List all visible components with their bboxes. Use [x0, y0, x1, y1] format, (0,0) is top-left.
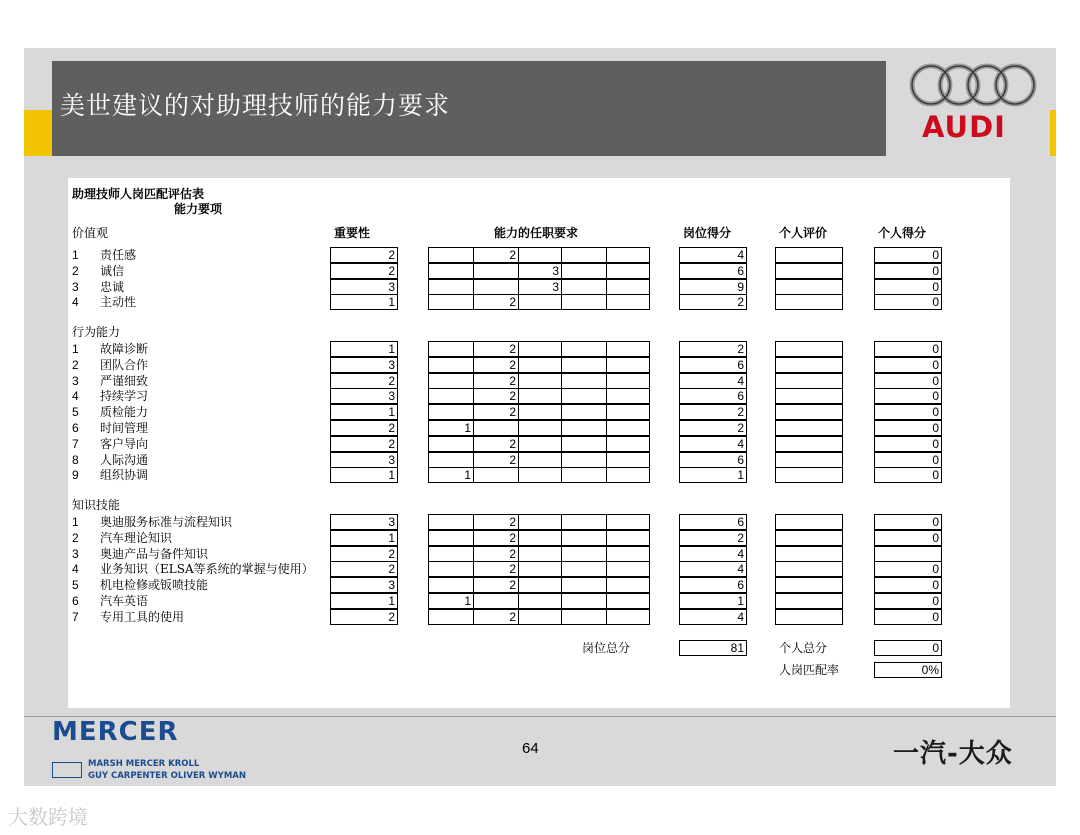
self-eval-cell[interactable]: [775, 247, 843, 263]
post-score-cell: 6: [679, 263, 747, 279]
accent-bar-left: [24, 110, 52, 156]
self-eval-cell[interactable]: [775, 279, 843, 295]
post-score-cell: 9: [679, 279, 747, 295]
row-number: 4: [72, 562, 79, 576]
match-rate-label: 人岗匹配率: [779, 663, 840, 677]
requirement-level-cell: [606, 388, 650, 404]
row-number: 9: [72, 468, 79, 482]
requirement-level-cell: 3: [518, 263, 562, 279]
competency-label: 诚信: [100, 264, 125, 278]
competency-label: 奥迪产品与备件知识: [100, 547, 209, 561]
requirement-level-cell: 2: [473, 373, 519, 389]
requirement-level-cell: 1: [428, 420, 474, 436]
importance-cell: 1: [330, 530, 398, 546]
importance-cell: 1: [330, 294, 398, 310]
requirement-level-cell: [606, 452, 650, 468]
header-post-score: 岗位得分: [683, 226, 732, 240]
self-eval-cell[interactable]: [775, 593, 843, 609]
competency-label: 人际沟通: [100, 453, 149, 467]
self-eval-cell[interactable]: [775, 357, 843, 373]
requirement-level-cell: [428, 279, 474, 295]
row-number: 1: [72, 342, 79, 356]
self-eval-cell[interactable]: [775, 420, 843, 436]
row-number: 7: [72, 437, 79, 451]
post-score-cell: 1: [679, 593, 747, 609]
post-score-cell: 2: [679, 404, 747, 420]
requirement-level-cell: [606, 263, 650, 279]
personal-score-cell: 0: [874, 452, 942, 468]
requirement-level-cell: [518, 436, 562, 452]
row-number: 3: [72, 547, 79, 561]
requirement-level-cell: 2: [473, 388, 519, 404]
row-number: 8: [72, 453, 79, 467]
requirement-level-cell: [561, 561, 607, 577]
requirement-level-cell: [606, 561, 650, 577]
requirement-level-cell: [518, 404, 562, 420]
requirement-level-cell: [518, 530, 562, 546]
requirement-level-cell: [606, 357, 650, 373]
post-total-label: 岗位总分: [582, 641, 631, 655]
requirement-level-cell: [606, 373, 650, 389]
requirement-level-cell: 2: [473, 404, 519, 420]
requirement-level-cell: [606, 341, 650, 357]
personal-score-cell: [874, 546, 942, 562]
importance-cell: 1: [330, 404, 398, 420]
requirement-level-cell: [428, 514, 474, 530]
requirement-level-cell: [561, 609, 607, 625]
requirement-level-cell: [561, 514, 607, 530]
personal-score-cell: 0: [874, 593, 942, 609]
row-number: 4: [72, 389, 79, 403]
importance-cell: 3: [330, 514, 398, 530]
importance-cell: 1: [330, 341, 398, 357]
post-score-cell: 6: [679, 357, 747, 373]
requirement-level-cell: 2: [473, 452, 519, 468]
requirement-level-cell: [428, 357, 474, 373]
requirement-level-cell: 2: [473, 577, 519, 593]
importance-cell: 3: [330, 279, 398, 295]
post-score-cell: 4: [679, 247, 747, 263]
requirement-level-cell: [428, 404, 474, 420]
requirement-level-cell: 3: [518, 279, 562, 295]
requirement-level-cell: [561, 247, 607, 263]
post-score-cell: 4: [679, 546, 747, 562]
requirement-level-cell: [606, 467, 650, 483]
post-score-cell: 2: [679, 530, 747, 546]
header-self-eval: 个人评价: [779, 226, 828, 240]
self-eval-cell[interactable]: [775, 294, 843, 310]
self-eval-cell[interactable]: [775, 514, 843, 530]
requirement-level-cell: [473, 467, 519, 483]
requirement-level-cell: [606, 247, 650, 263]
personal-score-cell: 0: [874, 341, 942, 357]
post-score-cell: 6: [679, 577, 747, 593]
audi-rings-logo: [906, 60, 1042, 110]
requirement-level-cell: [428, 294, 474, 310]
post-score-cell: 4: [679, 373, 747, 389]
post-total-value: 81: [679, 640, 747, 656]
competency-label: 团队合作: [100, 358, 149, 372]
match-rate-value: 0%: [874, 662, 942, 678]
self-eval-cell[interactable]: [775, 436, 843, 452]
self-eval-cell[interactable]: [775, 609, 843, 625]
requirement-level-cell: [606, 404, 650, 420]
self-eval-cell[interactable]: [775, 341, 843, 357]
self-eval-cell[interactable]: [775, 404, 843, 420]
competency-label: 汽车理论知识: [100, 531, 173, 545]
competency-label: 主动性: [100, 295, 137, 309]
requirement-level-cell: 2: [473, 436, 519, 452]
requirement-level-cell: [518, 294, 562, 310]
row-number: 1: [72, 515, 79, 529]
personal-total-value[interactable]: 0: [874, 640, 942, 656]
requirement-level-cell: [561, 546, 607, 562]
competency-label: 客户导向: [100, 437, 149, 451]
personal-total-label: 个人总分: [779, 641, 828, 655]
requirement-level-cell: [606, 436, 650, 452]
competency-label: 机电检修或钣喷技能: [100, 578, 209, 592]
self-eval-cell[interactable]: [775, 561, 843, 577]
requirement-level-cell: [518, 341, 562, 357]
section-heading: 价值观: [72, 226, 109, 240]
requirement-level-cell: 1: [428, 467, 474, 483]
requirement-level-cell: [606, 546, 650, 562]
requirement-level-cell: [606, 530, 650, 546]
personal-score-cell: 0: [874, 247, 942, 263]
requirement-level-cell: [518, 546, 562, 562]
requirement-level-cell: 2: [473, 294, 519, 310]
mmc-companies-line1: MARSH MERCER KROLL: [88, 759, 200, 769]
personal-score-cell: 0: [874, 609, 942, 625]
post-score-cell: 4: [679, 436, 747, 452]
section-heading: 行为能力: [72, 325, 121, 339]
requirement-level-cell: [561, 341, 607, 357]
post-score-cell: 2: [679, 341, 747, 357]
personal-score-cell: 0: [874, 294, 942, 310]
importance-cell: 2: [330, 609, 398, 625]
requirement-level-cell: [473, 593, 519, 609]
importance-cell: 2: [330, 546, 398, 562]
page-number: 64: [522, 740, 539, 757]
requirement-level-cell: [518, 467, 562, 483]
competency-label: 组织协调: [100, 468, 149, 482]
requirement-level-cell: [428, 341, 474, 357]
row-number: 5: [72, 578, 79, 592]
importance-cell: 2: [330, 436, 398, 452]
requirement-level-cell: [428, 452, 474, 468]
personal-score-cell: 0: [874, 577, 942, 593]
row-number: 7: [72, 610, 79, 624]
requirement-level-cell: [561, 530, 607, 546]
post-score-cell: 1: [679, 467, 747, 483]
competency-label: 专用工具的使用: [100, 610, 185, 624]
competency-label: 严谨细致: [100, 374, 149, 388]
post-score-cell: 6: [679, 514, 747, 530]
requirement-level-cell: [428, 609, 474, 625]
requirement-level-cell: [518, 609, 562, 625]
requirement-level-cell: [428, 263, 474, 279]
competency-label: 质检能力: [100, 405, 149, 419]
requirement-level-cell: 2: [473, 561, 519, 577]
requirement-level-cell: [473, 279, 519, 295]
requirement-level-cell: 2: [473, 609, 519, 625]
competency-label: 汽车英语: [100, 594, 149, 608]
importance-cell: 2: [330, 247, 398, 263]
row-number: 2: [72, 264, 79, 278]
post-score-cell: 6: [679, 388, 747, 404]
importance-cell: 2: [330, 373, 398, 389]
personal-score-cell: 0: [874, 388, 942, 404]
mmc-logo-icon: [52, 762, 82, 778]
personal-score-cell: 0: [874, 373, 942, 389]
requirement-level-cell: [428, 546, 474, 562]
self-eval-cell[interactable]: [775, 388, 843, 404]
requirement-level-cell: [561, 577, 607, 593]
personal-score-cell: 0: [874, 279, 942, 295]
requirement-level-cell: [473, 263, 519, 279]
requirement-level-cell: [518, 593, 562, 609]
requirement-level-cell: [561, 420, 607, 436]
requirement-level-cell: [428, 561, 474, 577]
section-heading: 知识技能: [72, 498, 121, 512]
personal-score-cell: 0: [874, 530, 942, 546]
personal-score-cell: 0: [874, 404, 942, 420]
accent-bar-right: [1050, 110, 1056, 156]
header-importance: 重要性: [334, 226, 371, 240]
requirement-level-cell: [428, 247, 474, 263]
importance-cell: 3: [330, 577, 398, 593]
requirement-level-cell: [561, 593, 607, 609]
requirement-level-cell: [518, 577, 562, 593]
self-eval-cell[interactable]: [775, 530, 843, 546]
requirement-level-cell: [606, 609, 650, 625]
requirement-level-cell: [561, 294, 607, 310]
self-eval-cell[interactable]: [775, 373, 843, 389]
audi-wordmark: AUDI: [922, 110, 1006, 144]
personal-score-cell: 0: [874, 436, 942, 452]
requirement-level-cell: 2: [473, 357, 519, 373]
header-requirement: 能力的任职要求: [494, 226, 579, 240]
requirement-level-cell: [561, 467, 607, 483]
requirement-level-cell: [606, 593, 650, 609]
importance-cell: 2: [330, 420, 398, 436]
requirement-level-cell: 2: [473, 341, 519, 357]
slide-title: 美世建议的对助理技师的能力要求: [60, 91, 451, 120]
requirement-level-cell: [606, 420, 650, 436]
header-personal-score: 个人得分: [878, 226, 927, 240]
row-number: 3: [72, 374, 79, 388]
faw-vw-logo: 一汽-大众: [893, 739, 1013, 769]
importance-cell: 2: [330, 561, 398, 577]
competency-label: 奥迪服务标准与流程知识: [100, 515, 233, 529]
requirement-level-cell: [606, 279, 650, 295]
competency-label: 故障诊断: [100, 342, 149, 356]
requirement-level-cell: [606, 514, 650, 530]
personal-score-cell: 0: [874, 357, 942, 373]
requirement-level-cell: [518, 452, 562, 468]
requirement-level-cell: 2: [473, 546, 519, 562]
competency-label: 时间管理: [100, 421, 149, 435]
importance-cell: 1: [330, 467, 398, 483]
row-number: 6: [72, 594, 79, 608]
requirement-level-cell: [606, 294, 650, 310]
competency-label: 忠诚: [100, 280, 125, 294]
requirement-level-cell: [561, 279, 607, 295]
row-number: 5: [72, 405, 79, 419]
importance-cell: 3: [330, 388, 398, 404]
row-number: 4: [72, 295, 79, 309]
requirement-level-cell: [428, 373, 474, 389]
requirement-level-cell: 1: [428, 593, 474, 609]
requirement-level-cell: [518, 247, 562, 263]
requirement-level-cell: [561, 263, 607, 279]
post-score-cell: 2: [679, 294, 747, 310]
post-score-cell: 2: [679, 420, 747, 436]
requirement-level-cell: [428, 436, 474, 452]
importance-cell: 2: [330, 263, 398, 279]
requirement-level-cell: 2: [473, 514, 519, 530]
importance-cell: 3: [330, 357, 398, 373]
requirement-level-cell: [561, 436, 607, 452]
requirement-level-cell: 2: [473, 530, 519, 546]
mmc-companies-line2: GUY CARPENTER OLIVER WYMAN: [88, 771, 246, 781]
requirement-level-cell: [518, 514, 562, 530]
requirement-level-cell: [428, 388, 474, 404]
requirement-level-cell: [561, 357, 607, 373]
form-title: 助理技师人岗匹配评估表: [72, 187, 205, 201]
competency-label: 持续学习: [100, 389, 149, 403]
requirement-level-cell: [428, 530, 474, 546]
personal-score-cell: 0: [874, 561, 942, 577]
row-number: 6: [72, 421, 79, 435]
personal-score-cell: 0: [874, 467, 942, 483]
post-score-cell: 4: [679, 561, 747, 577]
competency-label: 责任感: [100, 248, 137, 262]
competency-label: 业务知识（ELSA等系统的掌握与使用）: [100, 562, 314, 576]
post-score-cell: 4: [679, 609, 747, 625]
requirement-level-cell: [561, 373, 607, 389]
watermark: 大数跨境: [8, 805, 88, 829]
row-number: 1: [72, 248, 79, 262]
requirement-level-cell: [518, 357, 562, 373]
requirement-level-cell: [473, 420, 519, 436]
post-score-cell: 6: [679, 452, 747, 468]
self-eval-cell[interactable]: [775, 467, 843, 483]
requirement-level-cell: [561, 388, 607, 404]
row-number: 2: [72, 358, 79, 372]
requirement-level-cell: [561, 404, 607, 420]
self-eval-cell[interactable]: [775, 263, 843, 279]
personal-score-cell: 0: [874, 263, 942, 279]
self-eval-cell[interactable]: [775, 546, 843, 562]
form-subtitle: 能力要项: [174, 202, 223, 216]
requirement-level-cell: [518, 373, 562, 389]
importance-cell: 1: [330, 593, 398, 609]
requirement-level-cell: [428, 577, 474, 593]
requirement-level-cell: [606, 577, 650, 593]
requirement-level-cell: 2: [473, 247, 519, 263]
requirement-level-cell: [561, 452, 607, 468]
footer-divider: [24, 716, 1056, 717]
requirement-level-cell: [518, 561, 562, 577]
row-number: 2: [72, 531, 79, 545]
importance-cell: 3: [330, 452, 398, 468]
row-number: 3: [72, 280, 79, 294]
requirement-level-cell: [518, 388, 562, 404]
mercer-logo: MERCER: [52, 717, 179, 747]
personal-score-cell: 0: [874, 420, 942, 436]
requirement-level-cell: [518, 420, 562, 436]
self-eval-cell[interactable]: [775, 452, 843, 468]
personal-score-cell: 0: [874, 514, 942, 530]
self-eval-cell[interactable]: [775, 577, 843, 593]
